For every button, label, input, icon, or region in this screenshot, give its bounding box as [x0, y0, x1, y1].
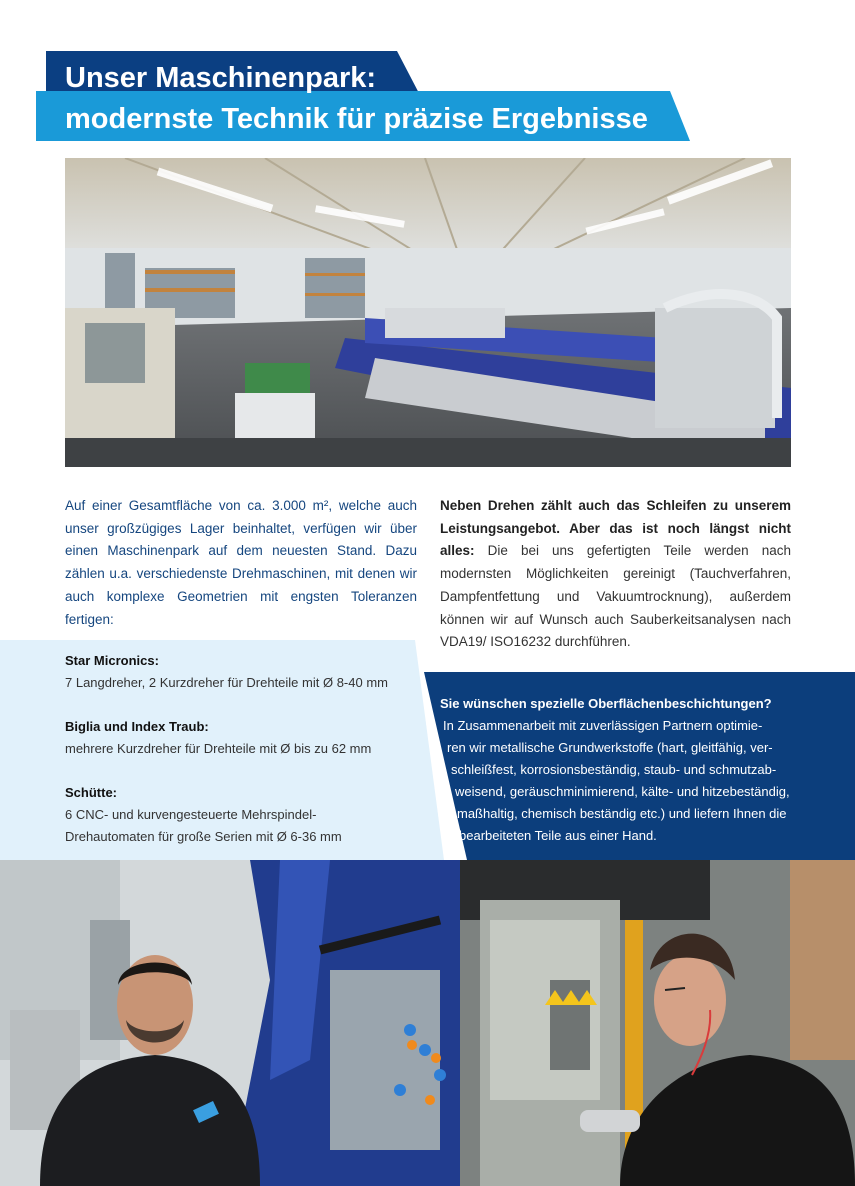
machine-item-star	[65, 650, 435, 694]
machine-list	[65, 650, 435, 848]
intro-right-paragraph	[440, 495, 791, 654]
coatings-line: In Zusammenarbeit mit zuverlässigen Partnern optimie-	[443, 718, 763, 733]
page-title-line2: modernste Technik für präzise Ergebnisse	[65, 103, 648, 135]
machine-item-schuette	[65, 782, 435, 848]
worker-lathe-photo	[0, 860, 460, 1186]
intro-right-text: Die bei uns gefertigten Teile werden nach modernsten Möglichkeiten gereinigt (Tauchverfahren, Dampfentfettung und Vakuumtrocknung), außerdem können wir auf Wunsch auch Sauberkeitsanalysen nach VDA19/ ISO16232 durchführen.	[440, 543, 791, 650]
coatings-line: schleißfest, korrosionsbeständig, staub- und schmutzab-	[451, 762, 777, 777]
worker-grinder-photo	[460, 860, 855, 1186]
intro-right-lead: Neben Drehen zählt auch das Schleifen zu unserem Leistungsangebot. Aber das ist noch längst nicht alles:	[440, 498, 791, 559]
coatings-line: maßhaltig, chemisch beständig etc.) und liefern Ihnen die	[457, 806, 787, 821]
page-title-line1: Unser Maschinenpark:	[65, 62, 377, 94]
coatings-heading: Sie wünschen spezielle Oberflächenbeschichtungen?	[440, 696, 772, 711]
machine-hall-photo	[65, 158, 791, 467]
intro-left-paragraph: Auf einer Gesamtfläche von ca. 3.000 m², welche auch unser großzügiges Lager beinhaltet, verfügen wir über einen Maschinenpark auf dem neuesten Stand. Dazu zählen u.a. verschiedenste Drehmaschinen, mit denen wir auch komplexe Geometrien mit engsten Toleranzen fertigen:	[65, 498, 417, 627]
machine-name: Biglia und Index Traub:	[65, 719, 209, 734]
machine-name: Schütte:	[65, 785, 117, 800]
coatings-text	[440, 693, 792, 847]
machine-detail: 7 Langdreher, 2 Kurzdreher für Drehteile mit Ø 8-40 mm	[65, 675, 388, 690]
machine-name: Star Micronics:	[65, 653, 159, 668]
coatings-line: weisend, geräuschminimierend, kälte- und hitzebeständig,	[455, 784, 790, 799]
machine-detail: Drehautomaten für große Serien mit Ø 6-36 mm	[65, 829, 342, 844]
machine-detail: 6 CNC- und kurvengesteuerte Mehrspindel-	[65, 807, 317, 822]
coatings-line: ren wir metallische Grundwerkstoffe (hart, gleitfähig, ver-	[447, 740, 773, 755]
machine-detail: mehrere Kurzdreher für Drehteile mit Ø bis zu 62 mm	[65, 741, 372, 756]
coatings-line: bearbeiteten Teile aus einer Hand.	[459, 828, 657, 843]
machine-item-biglia	[65, 716, 435, 760]
